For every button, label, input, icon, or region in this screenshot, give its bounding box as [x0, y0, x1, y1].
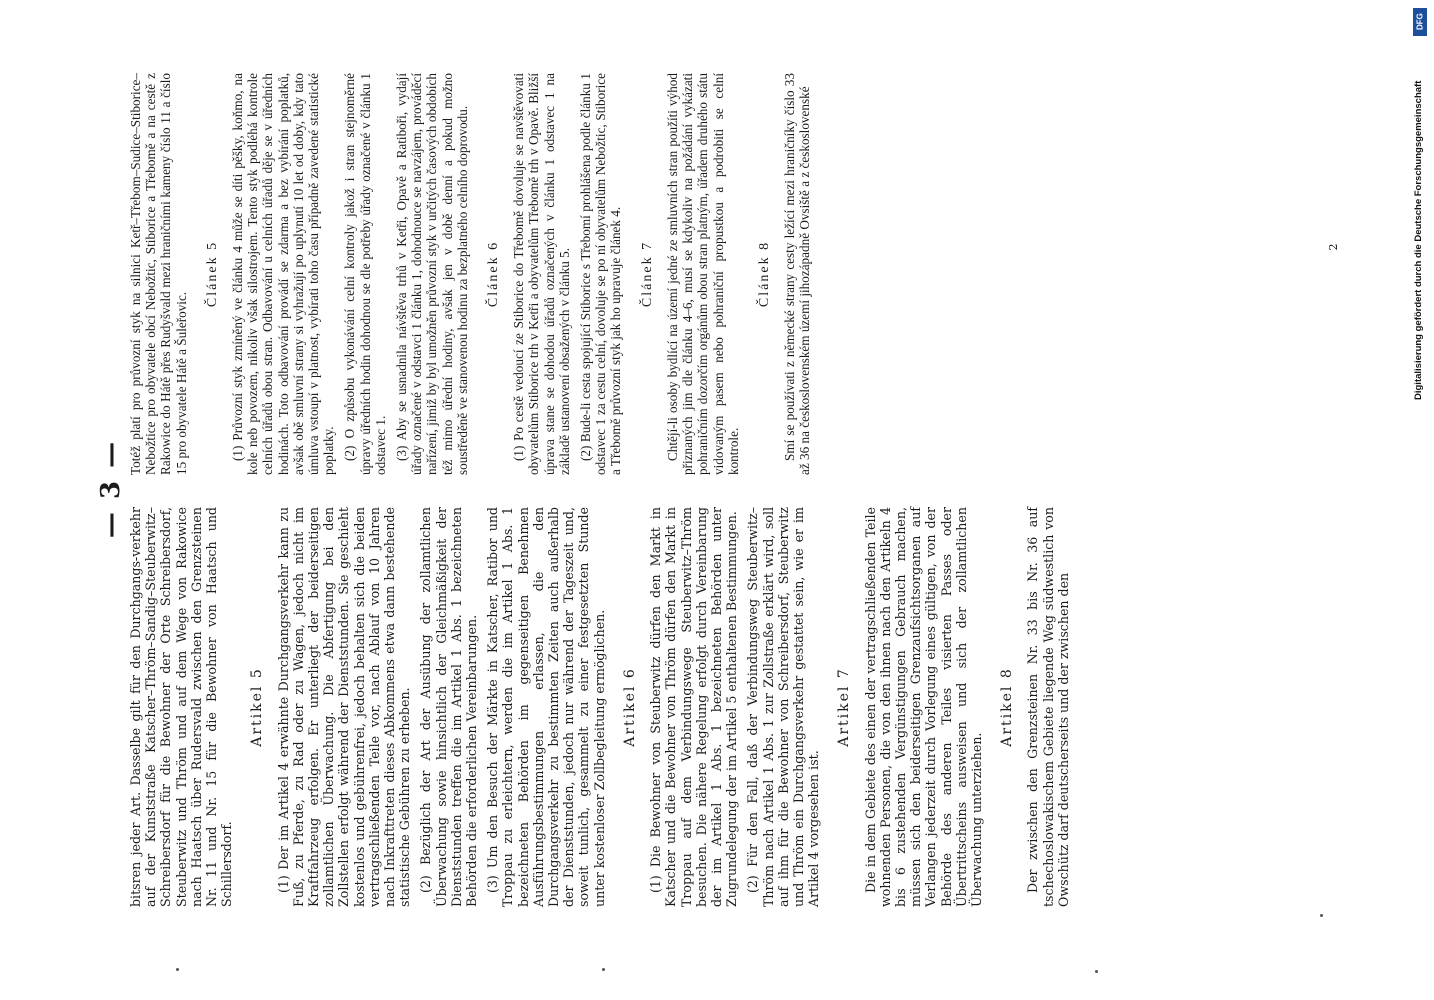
czech-article-7-heading: Článek 7 [639, 240, 655, 308]
czech-intro-paragraph: Totéž platí pro průvozní styk na silnici Ketř–Třebom–Sudice–Stiborice–Nebožtice pro obyvatele obcí Nebožtic, Stiborice a Třebomě a na cestě z Rakowice do Hátě přes Rudyšvald mezi hraničními kameny číslo 11 a číslo 15 pro obyvatele Hátě a Šuleřovic. [128, 73, 189, 475]
german-intro-paragraph: bitsren jeder Art. Dasselbe gilt für den Durchgangs-verkehr auf der Kunststraße Katscher–Thröm–Sandig–Steuberwitz–Schreibersdorf für die Bewohner der Orte Schreibersdorf, Steuberwitz und Thröm und auf dem Wege von Rakowice nach Haatsch über Rudersvald zwischen den Grenzsteinen Nr. 11 und Nr. 15 für die Bewohner von Haatsch und Schillersdorf. [128, 507, 235, 907]
scan-speck [602, 968, 605, 971]
czech-article-5-paragraph-1: (1) Průvozní styk zmíněný ve článku 4 může se díti pěšky, koňmo, na kole neb povozem, nikoliv však silostrojem. Tento styk podléhá kontrole celních úřadů obou stran. Odbavování u celních úřadů děje se v úředních hodinách. Toto odbavování provádí se zdarma a bez vybírání poplatků, avšak obě smluvní strany si vyhražují po uplynutí 10 let od doby, kdy tato úmluva vstoupí v platnost, vybírati toho času případně zavedené statistické poplatky. [230, 73, 337, 475]
german-article-8-paragraph-1: Der zwischen den Grenzsteinen Nr. 33 bis Nr. 36 auf tschechoslowakischem Gebiete liegende Weg südwestlich von Owschütz darf deutscherseits und der zwischen den [1025, 507, 1071, 907]
czech-article-6-heading: Článek 6 [486, 240, 502, 308]
german-article-6-paragraph-2: (2) Für den Fall, daß der Verbindungsweg Steuberwitz–Thröm nach Artikel 1 Abs. 1 zur Zollstraße erklärt wird, soll auf ihm für die Bewohner von Schreibersdorf, Steuberwitz und Thröm ein Durchgangsverkehr gestattet sein, wie er im Artikel 4 vorgesehen ist. [745, 507, 822, 907]
czech-article-5-paragraph-3: (3) Aby se usnadnila návštěva trhů v Ketři, Opavě a Ratiboři, vydají úřady označené v odstavci 1 článku 1, dohodnouce se navzájem, prováděcí nařízení, jimiž by byl umožněn průvozní styk v určitých časových obdobích též mimo úřední hodiny, avšak jen v době denní a pokud možno soustředěně ve stanovenou hodinu za bezplatného celního doprovodu. [394, 73, 470, 475]
dfg-logo-icon: DFG [1413, 8, 1427, 36]
digitization-credit-strip [1413, 8, 1429, 400]
czech-article-5-paragraph-2: (2) O způsobu vykonávání celní kontroly jakož i stran stejnoměrné úpravy úředních hodin dohodnou se dle potřeby úřady označené v článku 1 odstavec 1. [342, 73, 388, 475]
scan-speck [1095, 970, 1098, 973]
czech-column [128, 73, 819, 475]
scan-speck [1320, 914, 1323, 917]
czech-article-5-heading: Článek 5 [204, 240, 220, 308]
sheet-mark: 2 [1327, 243, 1340, 251]
digitization-credit-text: Digitalisierung gefördert durch die Deutsche Forschungsgemeinschaft [1413, 80, 1424, 400]
scan-speck [176, 968, 179, 971]
czech-article-6-paragraph-1: (1) Po cestě vedoucí ze Stiborice do Třebomě dovoluje se navštěvovati obyvatelům Stiborice trh v Ketři a obyvatelům Třebomě trh v Opavě. Bližší úprava stane se dohodou úřadů označených v článku 1 odstavec 1 na základě ustanovení obsažených v článku 5. [511, 73, 572, 475]
german-article-5-heading: Artikel 5 [249, 667, 266, 747]
german-article-8-heading: Artikel 8 [999, 667, 1016, 747]
german-article-5-paragraph-1: (1) Der im Artikel 4 erwähnte Durchgangsverkehr kann zu Fuß, zu Pferde, zu Rad oder zu Wagen, jedoch nicht im Kraftfahrzeug erfolgen. Er unterliegt der beiderseitigen zollamtlichen Überwachung. Die Abfertigung bei den Zollstellen erfolgt während der Dienststunden. Sie geschieht kostenlos und gebührenfrei, jedoch behalten sich die beiden vertragschließenden Teile vor, nach Ablauf von 10 Jahren nach Inkrafttreten dieses Abkommens etwa dann bestehende statistische Gebühren zu erheben. [275, 507, 413, 907]
czech-article-8-heading: Článek 8 [756, 240, 772, 308]
rotated-page [92, 71, 1340, 907]
page-number: — 3 — [96, 439, 126, 539]
german-article-5-paragraph-3: (3) Um den Besuch der Märkte in Katscher, Ratibor und Troppau zu erleichtern, werden die im Artikel 1 Abs. 1 bezeichneten Behörden im gegenseitigen Benehmen Ausführungsbestimmungen erlassen, die den Durchgangsverkehr zu bestimmten Zeiten auch außerhalb der Dienststunden, jedoch nur während der Tageszeit und, soweit tunlich, gesammelt zu einer festgesetzten Stunde unter kostenloser Zollbegleitung ermöglichen. [485, 507, 607, 907]
czech-article-8-paragraph-1: Smí se používati z německé strany cesty ležící mezi hraničníky číslo 33 až 36 na československém území jihozápadně Ovsiště a z československé [782, 73, 813, 475]
czech-article-6-paragraph-2: (2) Bude-li cesta spojující Stiborice s Třebomí prohlášena podle článku 1 odstavec 1 za cestu celní, dovoluje se po ní obyvatelům Nebožtic, Stiborice a Třebomě průvozní styk jak ho upravuje článek 4. [578, 73, 624, 475]
german-article-7-heading: Artikel 7 [836, 667, 853, 747]
german-article-6-heading: Artikel 6 [621, 667, 638, 747]
german-article-5-paragraph-2: (2) Bezüglich der Art der Ausübung der zollamtlichen Überwachung sowie hinsichtlich der Gleichmäßigkeit der Dienststunden treffen die im Artikel 1 Abs. 1 bezeichneten Behörden die erforderlichen Vereinbarungen. [418, 507, 480, 907]
german-article-7-paragraph-1: Die in dem Gebiete des einen der vertragschließenden Teile wohnenden Personen, die von den ihnen nach den Artikeln 4 bis 6 zustehenden Vergünstigungen Gebrauch machen, müssen sich den beiderseitigen Grenzaufsichtsorganen auf Verlangen jederzeit durch Vorlegung eines gültigen, von der Behörde des anderen Teiles visierten Passes oder Übertrittscheins ausweisen und sich der zollamtlichen Überwachung unterziehen. [862, 507, 984, 907]
german-article-6-paragraph-1: (1) Die Bewohner von Steuberwitz dürfen den Markt in Katscher und die Bewohner von Thröm dürfen den Markt in Troppau auf dem Verbindungswege Steuberwitz–Thröm besuchen. Die nähere Regelung erfolgt durch Vereinbarung der im Artikel 1 Abs. 1 bezeichneten Behörden unter Zugrundelegung der im Artikel 5 enthaltenen Bestimmungen. [648, 507, 740, 907]
czech-article-7-paragraph-1: Chtějí-li osoby bydlící na území jedné ze smluvních stran použíti výhod přiznaných jim dle článku 4–6, musí se kdykoliv na požádání vykázati pohraničním dozorčím orgánům obou stran platným, úřadem druhého státu vidovaným pasem nebo pohraniční propustkou a podrobiti se celní kontrole. [664, 73, 741, 475]
german-column [128, 507, 1077, 907]
